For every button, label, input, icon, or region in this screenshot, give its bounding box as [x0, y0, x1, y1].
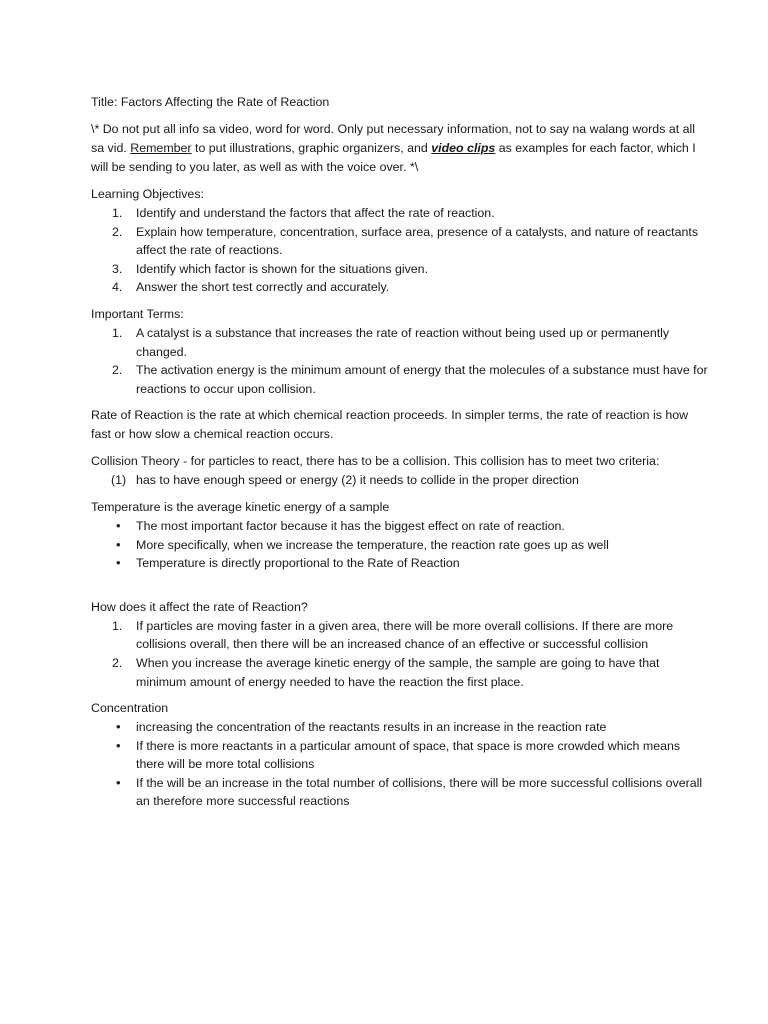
remember-underlined: Remember [130, 141, 192, 155]
list-item-text: If particles are moving faster in a given area, there will be more overall collisions. If there are more collisions overall, then there will be an increased chance of an effective or successful collision [136, 618, 674, 652]
list-item-text: Answer the short test correctly and accurately. [136, 280, 390, 295]
important-terms-list [91, 324, 708, 398]
temperature-bullets [91, 517, 708, 573]
temperature-heading: Temperature is the average kinetic energy of a sample [91, 499, 390, 514]
list-item-text: If there is more reactants in a particular amount of space, that space is more crowded which means there will be more total collisions [136, 738, 681, 772]
list-number: (1) [111, 473, 127, 488]
list-item-text: Identify and understand the factors that affect the rate of reaction. [136, 206, 495, 220]
list-item [91, 554, 708, 573]
bullet-icon: • [116, 737, 121, 753]
document-title: Title: Factors Affecting the Rate of Reaction [91, 95, 330, 109]
list-number: 2. [112, 224, 123, 239]
list-item [91, 223, 708, 260]
bullet-icon: • [116, 774, 121, 790]
list-number: 3. [112, 261, 123, 276]
list-item-text: If the will be an increase in the total number of collisions, there will be more successful collisions overall an therefore more successful reactions [136, 775, 703, 809]
note-text-2: to put illustrations, graphic organizers, and [191, 141, 432, 155]
list-item [91, 471, 708, 490]
important-terms-heading: Important Terms: [91, 306, 184, 321]
list-item [91, 536, 708, 555]
list-number: 2. [112, 363, 123, 378]
note-text-1: \* Do not put all info sa video, word for word. Only put necessary information, not to say na walang words at all sa vid. [91, 122, 696, 155]
list-item-text: The most important factor because it has the biggest effect on rate of reaction. [136, 518, 565, 533]
bullet-icon: • [116, 536, 121, 552]
list-item [91, 654, 708, 691]
list-number: 1. [112, 325, 123, 340]
list-item-text: increasing the concentration of the reactants results in an increase in the reaction rate [136, 720, 607, 735]
list-item-text: Explain how temperature, concentration, surface area, presence of a catalysts, and nature of reactants affect the rate of reactions. [136, 224, 699, 258]
note-text-3: as examples for each factor, which I will be sending to you later, as well as with the voice over. *\ [91, 141, 696, 174]
video-clips-emphasis: video clips [431, 141, 496, 155]
collision-criteria-list [91, 471, 708, 490]
list-item [91, 737, 708, 774]
list-item-text: When you increase the average kinetic energy of the sample, the sample are going to have that minimum amount of energy needed to have the reaction the first place. [136, 655, 660, 689]
how-affect-heading: How does it affect the rate of Reaction? [91, 599, 308, 614]
list-item [91, 278, 708, 297]
list-item-text: The activation energy is the minimum amount of energy that the molecules of a substance must have for reactions to occur upon collision. [136, 363, 708, 396]
list-item-text: More specifically, when we increase the temperature, the reaction rate goes up as well [136, 537, 609, 552]
list-item-text: Identify which factor is shown for the situations given. [136, 261, 429, 276]
instruction-note [91, 120, 708, 177]
list-item [91, 260, 708, 279]
list-item [91, 718, 708, 737]
list-item [91, 617, 708, 654]
list-item [91, 361, 708, 398]
learning-objectives-heading: Learning Objectives: [91, 187, 204, 201]
bullet-icon: • [116, 517, 121, 533]
bullet-icon: • [116, 719, 121, 735]
list-item-text: has to have enough speed or energy (2) it needs to collide in the proper direction [136, 473, 579, 488]
learning-objectives-list [91, 204, 708, 297]
list-number: 2. [112, 655, 123, 670]
collision-theory-text: Collision Theory - for particles to react, there has to be a collision. This collision has to meet two criteria: [91, 454, 660, 469]
bullet-icon: • [116, 555, 121, 571]
concentration-heading: Concentration [91, 701, 169, 716]
list-number: 1. [112, 618, 123, 633]
list-item [91, 774, 708, 811]
list-item [91, 204, 708, 223]
list-number: 1. [112, 206, 123, 220]
rate-of-reaction-definition: Rate of Reaction is the rate at which chemical reaction proceeds. In simpler terms, the rate of reaction is how fast or how slow a chemical reaction occurs. [91, 408, 689, 442]
list-item-text: Temperature is directly proportional to the Rate of Reaction [136, 556, 460, 571]
list-number: 4. [112, 280, 123, 295]
list-item [91, 324, 708, 361]
how-affect-list [91, 617, 708, 691]
list-item-text: A catalyst is a substance that increases the rate of reaction without being used up or permanently changed. [136, 325, 670, 359]
list-item [91, 517, 708, 536]
concentration-bullets [91, 718, 708, 811]
